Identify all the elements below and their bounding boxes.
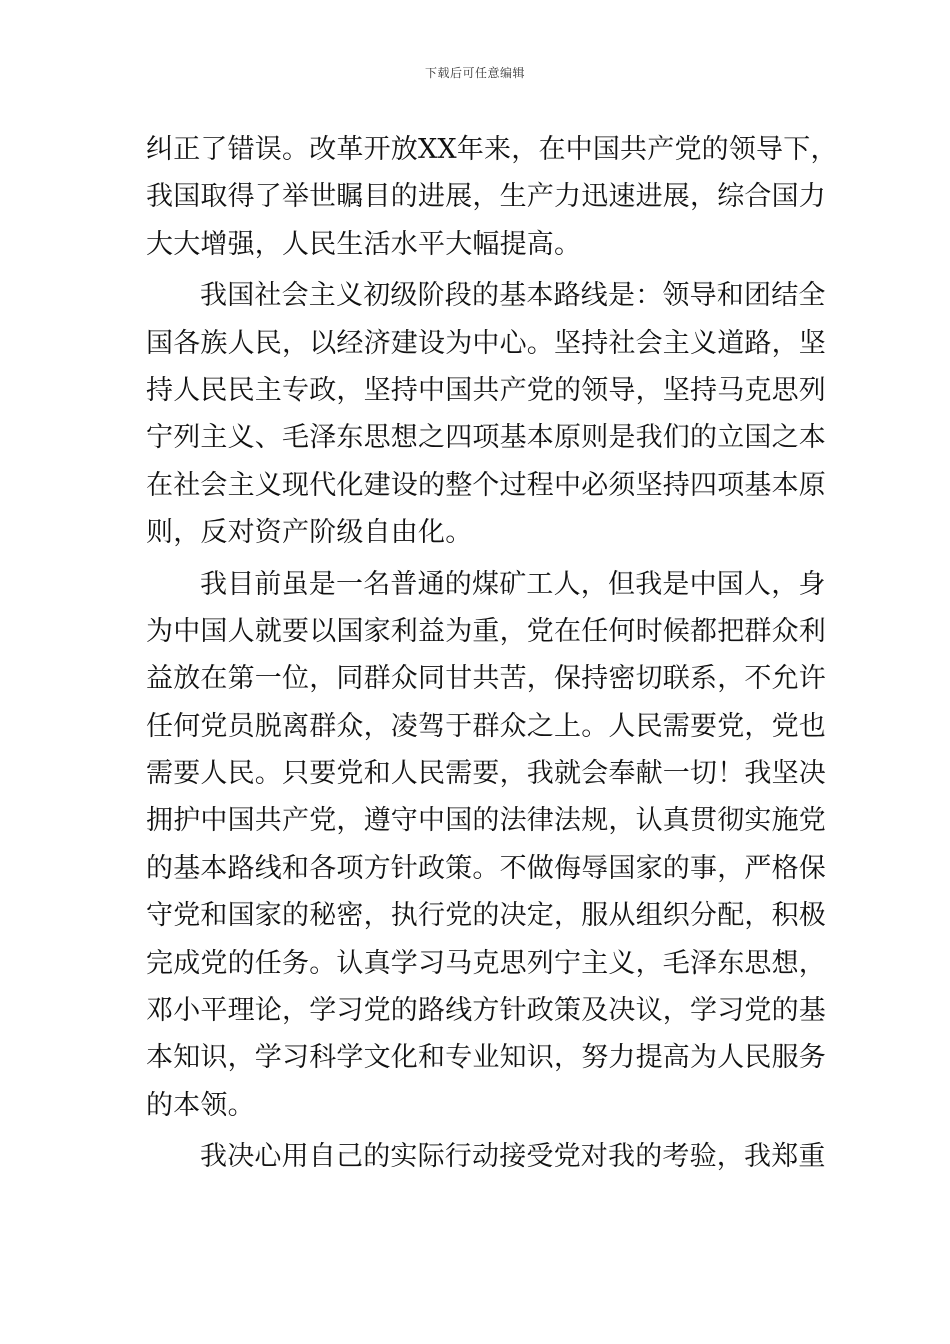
text-line: 为中国人就要以国家利益为重，党在任何时候都把群众利 [146, 615, 826, 647]
text-line: 守党和国家的秘密，执行党的决定，服从组织分配，积极 [146, 900, 826, 932]
text-line: 在社会主义现代化建设的整个过程中必须坚持四项基本原 [146, 469, 826, 501]
text-line: 本知识，学习科学文化和专业知识，努力提高为人民服务 [146, 1042, 826, 1074]
text-line: 邓小平理论，学习党的路线方针政策及决议，学习党的基 [146, 995, 826, 1027]
text-line: 的基本路线和各项方针政策。不做侮辱国家的事，严格保 [146, 852, 826, 884]
text-line: 我国取得了举世瞩目的进展，生产力迅速进展，综合国力 [146, 181, 826, 213]
page-header: 下载后可任意编辑 [424, 66, 525, 80]
document-body [146, 126, 838, 1181]
paragraph-3 [146, 561, 826, 1130]
text-line: 拥护中国共产党，遵守中国的法律法规，认真贯彻实施党 [146, 805, 826, 837]
text-line: 持人民民主专政，坚持中国共产党的领导，坚持马克思列 [146, 374, 826, 406]
text-line: 任何党员脱离群众，凌驾于群众之上。人民需要党，党也 [146, 710, 826, 742]
text-line: 则，反对资产阶级自由化。 [146, 517, 473, 549]
paragraph-1 [146, 126, 838, 268]
text-line: 我国社会主义初级阶段的基本路线是：领导和团结全 [200, 280, 826, 312]
text-line: 宁列主义、毛泽东思想之四项基本原则是我们的立国之本 [146, 422, 826, 454]
text-line: 我目前虽是一名普通的煤矿工人，但我是中国人，身 [200, 568, 826, 600]
paragraph-4 [146, 1133, 826, 1180]
text-line: 我决心用自己的实际行动接受党对我的考验，我郑重 [200, 1141, 826, 1173]
text-line: 国各族人民，以经济建设为中心。坚持社会主义道路，坚 [146, 327, 826, 359]
text-line: 纠正了错误。改革开放XX年来，在中国共产党的领导下， [146, 134, 838, 165]
text-line: 完成党的任务。认真学习马克思列宁主义，毛泽东思想， [146, 947, 826, 979]
paragraph-2 [146, 272, 826, 556]
text-line: 大大增强，人民生活水平大幅提高。 [146, 228, 582, 260]
text-line: 需要人民。只要党和人民需要，我就会奉献一切！我坚决 [146, 758, 826, 790]
text-line: 的本领。 [146, 1089, 255, 1121]
text-line: 益放在第一位，同群众同甘共苦，保持密切联系，不允许 [146, 663, 826, 695]
